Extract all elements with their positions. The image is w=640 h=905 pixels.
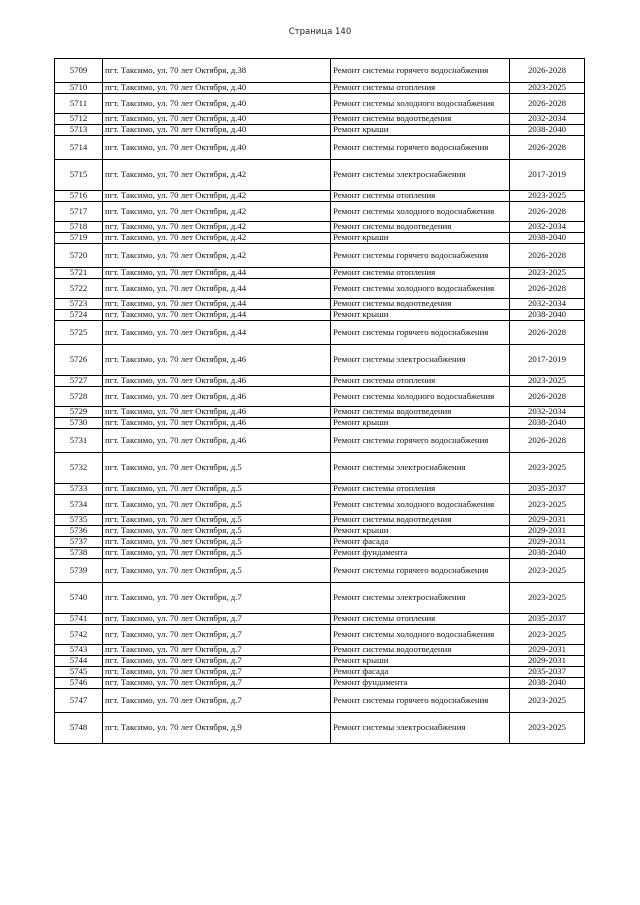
row-period: 2032-2034 [510, 222, 585, 233]
row-work-type: Ремонт системы горячего водоснабжения [331, 429, 510, 453]
row-work-type: Ремонт системы отопления [331, 614, 510, 625]
row-period: 2038-2040 [510, 548, 585, 559]
row-period: 2026-2028 [510, 59, 585, 83]
table-row [55, 625, 585, 645]
row-number: 5738 [55, 548, 103, 559]
row-number: 5723 [55, 299, 103, 310]
table-row [55, 160, 585, 191]
table-row [55, 222, 585, 233]
row-address: пгт. Таксимо, ул. 70 лет Октября, д.7 [103, 583, 331, 614]
row-address: пгт. Таксимо, ул. 70 лет Октября, д.42 [103, 191, 331, 202]
row-period: 2026-2028 [510, 136, 585, 160]
row-address: пгт. Таксимо, ул. 70 лет Октября, д.7 [103, 614, 331, 625]
row-number: 5731 [55, 429, 103, 453]
row-number: 5719 [55, 233, 103, 244]
row-period: 2026-2028 [510, 244, 585, 268]
table-row [55, 59, 585, 83]
table-row [55, 548, 585, 559]
table-row [55, 656, 585, 667]
table-row [55, 495, 585, 515]
row-period: 2023-2025 [510, 495, 585, 515]
repair-schedule-table [54, 58, 585, 744]
table-body [55, 59, 585, 744]
row-period: 2017-2019 [510, 345, 585, 376]
table-row [55, 614, 585, 625]
row-address: пгт. Таксимо, ул. 70 лет Октября, д.40 [103, 94, 331, 114]
row-address: пгт. Таксимо, ул. 70 лет Октября, д.44 [103, 268, 331, 279]
row-work-type: Ремонт фундамента [331, 678, 510, 689]
row-number: 5725 [55, 321, 103, 345]
row-work-type: Ремонт системы отопления [331, 83, 510, 94]
row-period: 2023-2025 [510, 713, 585, 744]
row-address: пгт. Таксимо, ул. 70 лет Октября, д.40 [103, 136, 331, 160]
row-address: пгт. Таксимо, ул. 70 лет Октября, д.5 [103, 526, 331, 537]
row-period: 2029-2031 [510, 645, 585, 656]
row-address: пгт. Таксимо, ул. 70 лет Октября, д.40 [103, 114, 331, 125]
row-period: 2032-2034 [510, 299, 585, 310]
row-address: пгт. Таксимо, ул. 70 лет Октября, д.5 [103, 495, 331, 515]
row-work-type: Ремонт системы отопления [331, 268, 510, 279]
row-address: пгт. Таксимо, ул. 70 лет Октября, д.42 [103, 222, 331, 233]
table-row [55, 202, 585, 222]
row-period: 2017-2019 [510, 160, 585, 191]
row-period: 2026-2028 [510, 94, 585, 114]
row-work-type: Ремонт фундамента [331, 548, 510, 559]
row-number: 5717 [55, 202, 103, 222]
row-number: 5741 [55, 614, 103, 625]
table-row [55, 537, 585, 548]
row-period: 2023-2025 [510, 191, 585, 202]
row-number: 5720 [55, 244, 103, 268]
table-row [55, 299, 585, 310]
row-number: 5747 [55, 689, 103, 713]
row-work-type: Ремонт крыши [331, 418, 510, 429]
table-row [55, 407, 585, 418]
row-period: 2023-2025 [510, 83, 585, 94]
row-period: 2026-2028 [510, 429, 585, 453]
row-address: пгт. Таксимо, ул. 70 лет Октября, д.38 [103, 59, 331, 83]
row-work-type: Ремонт системы отопления [331, 191, 510, 202]
table-row [55, 429, 585, 453]
row-number: 5733 [55, 484, 103, 495]
table-row [55, 689, 585, 713]
row-address: пгт. Таксимо, ул. 70 лет Октября, д.44 [103, 321, 331, 345]
row-period: 2026-2028 [510, 279, 585, 299]
row-address: пгт. Таксимо, ул. 70 лет Октября, д.42 [103, 202, 331, 222]
row-address: пгт. Таксимо, ул. 70 лет Октября, д.7 [103, 689, 331, 713]
row-period: 2029-2031 [510, 515, 585, 526]
row-number: 5739 [55, 559, 103, 583]
row-period: 2035-2037 [510, 667, 585, 678]
row-work-type: Ремонт крыши [331, 125, 510, 136]
row-work-type: Ремонт системы горячего водоснабжения [331, 689, 510, 713]
row-work-type: Ремонт системы отопления [331, 484, 510, 495]
row-number: 5735 [55, 515, 103, 526]
row-period: 2035-2037 [510, 484, 585, 495]
row-work-type: Ремонт крыши [331, 526, 510, 537]
row-work-type: Ремонт системы электроснабжения [331, 345, 510, 376]
row-number: 5732 [55, 453, 103, 484]
row-number: 5728 [55, 387, 103, 407]
row-address: пгт. Таксимо, ул. 70 лет Октября, д.44 [103, 279, 331, 299]
table-row [55, 94, 585, 114]
row-address: пгт. Таксимо, ул. 70 лет Октября, д.42 [103, 160, 331, 191]
row-address: пгт. Таксимо, ул. 70 лет Октября, д.46 [103, 387, 331, 407]
row-number: 5744 [55, 656, 103, 667]
row-period: 2038-2040 [510, 310, 585, 321]
row-number: 5712 [55, 114, 103, 125]
row-work-type: Ремонт крыши [331, 233, 510, 244]
row-number: 5721 [55, 268, 103, 279]
row-work-type: Ремонт системы водоотведения [331, 515, 510, 526]
row-address: пгт. Таксимо, ул. 70 лет Октября, д.46 [103, 376, 331, 387]
row-period: 2029-2031 [510, 537, 585, 548]
row-work-type: Ремонт системы водоотведения [331, 114, 510, 125]
table-row [55, 268, 585, 279]
row-work-type: Ремонт системы электроснабжения [331, 160, 510, 191]
row-period: 2023-2025 [510, 559, 585, 583]
row-period: 2038-2040 [510, 233, 585, 244]
row-work-type: Ремонт крыши [331, 310, 510, 321]
row-work-type: Ремонт системы горячего водоснабжения [331, 321, 510, 345]
row-address: пгт. Таксимо, ул. 70 лет Октября, д.5 [103, 537, 331, 548]
row-number: 5748 [55, 713, 103, 744]
table-row [55, 387, 585, 407]
row-period: 2029-2031 [510, 526, 585, 537]
row-work-type: Ремонт системы водоотведения [331, 299, 510, 310]
table-row [55, 583, 585, 614]
row-period: 2035-2037 [510, 614, 585, 625]
row-period: 2023-2025 [510, 376, 585, 387]
row-number: 5743 [55, 645, 103, 656]
table-row [55, 526, 585, 537]
row-number: 5727 [55, 376, 103, 387]
table-row [55, 667, 585, 678]
row-address: пгт. Таксимо, ул. 70 лет Октября, д.7 [103, 645, 331, 656]
row-number: 5711 [55, 94, 103, 114]
row-number: 5737 [55, 537, 103, 548]
row-work-type: Ремонт системы холодного водоснабжения [331, 387, 510, 407]
row-address: пгт. Таксимо, ул. 70 лет Октября, д.5 [103, 548, 331, 559]
row-number: 5745 [55, 667, 103, 678]
row-address: пгт. Таксимо, ул. 70 лет Октября, д.7 [103, 625, 331, 645]
row-number: 5740 [55, 583, 103, 614]
table-row [55, 515, 585, 526]
row-number: 5746 [55, 678, 103, 689]
row-work-type: Ремонт фасада [331, 667, 510, 678]
row-number: 5722 [55, 279, 103, 299]
row-period: 2026-2028 [510, 387, 585, 407]
row-period: 2023-2025 [510, 625, 585, 645]
row-work-type: Ремонт системы водоотведения [331, 222, 510, 233]
row-work-type: Ремонт системы холодного водоснабжения [331, 94, 510, 114]
row-address: пгт. Таксимо, ул. 70 лет Октября, д.46 [103, 429, 331, 453]
row-address: пгт. Таксимо, ул. 70 лет Октября, д.42 [103, 244, 331, 268]
row-address: пгт. Таксимо, ул. 70 лет Октября, д.44 [103, 310, 331, 321]
table-row [55, 453, 585, 484]
row-period: 2023-2025 [510, 583, 585, 614]
row-address: пгт. Таксимо, ул. 70 лет Октября, д.46 [103, 407, 331, 418]
table-row [55, 191, 585, 202]
row-work-type: Ремонт системы холодного водоснабжения [331, 202, 510, 222]
row-number: 5742 [55, 625, 103, 645]
row-address: пгт. Таксимо, ул. 70 лет Октября, д.9 [103, 713, 331, 744]
row-period: 2023-2025 [510, 268, 585, 279]
row-address: пгт. Таксимо, ул. 70 лет Октября, д.7 [103, 656, 331, 667]
row-number: 5730 [55, 418, 103, 429]
row-period: 2032-2034 [510, 407, 585, 418]
row-address: пгт. Таксимо, ул. 70 лет Октября, д.7 [103, 667, 331, 678]
row-period: 2029-2031 [510, 656, 585, 667]
table-row [55, 645, 585, 656]
table-row [55, 279, 585, 299]
row-work-type: Ремонт системы горячего водоснабжения [331, 136, 510, 160]
row-work-type: Ремонт фасада [331, 537, 510, 548]
row-work-type: Ремонт системы холодного водоснабжения [331, 625, 510, 645]
table-row [55, 321, 585, 345]
row-number: 5729 [55, 407, 103, 418]
row-address: пгт. Таксимо, ул. 70 лет Октября, д.5 [103, 484, 331, 495]
table-row [55, 136, 585, 160]
row-period: 2032-2034 [510, 114, 585, 125]
row-work-type: Ремонт системы холодного водоснабжения [331, 279, 510, 299]
row-work-type: Ремонт крыши [331, 656, 510, 667]
row-period: 2038-2040 [510, 418, 585, 429]
row-number: 5709 [55, 59, 103, 83]
row-number: 5736 [55, 526, 103, 537]
row-work-type: Ремонт системы холодного водоснабжения [331, 495, 510, 515]
row-work-type: Ремонт системы водоотведения [331, 407, 510, 418]
page-header: Страница 140 [288, 27, 352, 37]
row-address: пгт. Таксимо, ул. 70 лет Октября, д.5 [103, 515, 331, 526]
row-number: 5724 [55, 310, 103, 321]
row-number: 5726 [55, 345, 103, 376]
row-number: 5734 [55, 495, 103, 515]
row-address: пгт. Таксимо, ул. 70 лет Октября, д.5 [103, 559, 331, 583]
row-address: пгт. Таксимо, ул. 70 лет Октября, д.46 [103, 345, 331, 376]
table-row [55, 678, 585, 689]
row-period: 2023-2025 [510, 689, 585, 713]
table-row [55, 376, 585, 387]
row-work-type: Ремонт системы горячего водоснабжения [331, 244, 510, 268]
table-row [55, 484, 585, 495]
table-row [55, 233, 585, 244]
table-row [55, 310, 585, 321]
row-period: 2026-2028 [510, 202, 585, 222]
table-row [55, 114, 585, 125]
row-work-type: Ремонт системы водоотведения [331, 645, 510, 656]
table-row [55, 125, 585, 136]
row-number: 5715 [55, 160, 103, 191]
row-work-type: Ремонт системы горячего водоснабжения [331, 59, 510, 83]
row-address: пгт. Таксимо, ул. 70 лет Октября, д.40 [103, 83, 331, 94]
table-row [55, 244, 585, 268]
row-number: 5710 [55, 83, 103, 94]
row-work-type: Ремонт системы горячего водоснабжения [331, 559, 510, 583]
row-address: пгт. Таксимо, ул. 70 лет Октября, д.40 [103, 125, 331, 136]
row-work-type: Ремонт системы электроснабжения [331, 713, 510, 744]
row-period: 2026-2028 [510, 321, 585, 345]
row-address: пгт. Таксимо, ул. 70 лет Октября, д.7 [103, 678, 331, 689]
row-period: 2038-2040 [510, 678, 585, 689]
row-number: 5716 [55, 191, 103, 202]
row-number: 5713 [55, 125, 103, 136]
row-address: пгт. Таксимо, ул. 70 лет Октября, д.46 [103, 418, 331, 429]
table-row [55, 713, 585, 744]
row-work-type: Ремонт системы электроснабжения [331, 583, 510, 614]
row-number: 5714 [55, 136, 103, 160]
row-address: пгт. Таксимо, ул. 70 лет Октября, д.5 [103, 453, 331, 484]
row-address: пгт. Таксимо, ул. 70 лет Октября, д.44 [103, 299, 331, 310]
table-row [55, 418, 585, 429]
row-number: 5718 [55, 222, 103, 233]
table-row [55, 83, 585, 94]
table-row [55, 345, 585, 376]
row-period: 2038-2040 [510, 125, 585, 136]
row-work-type: Ремонт системы электроснабжения [331, 453, 510, 484]
table-row [55, 559, 585, 583]
row-address: пгт. Таксимо, ул. 70 лет Октября, д.42 [103, 233, 331, 244]
row-period: 2023-2025 [510, 453, 585, 484]
row-work-type: Ремонт системы отопления [331, 376, 510, 387]
